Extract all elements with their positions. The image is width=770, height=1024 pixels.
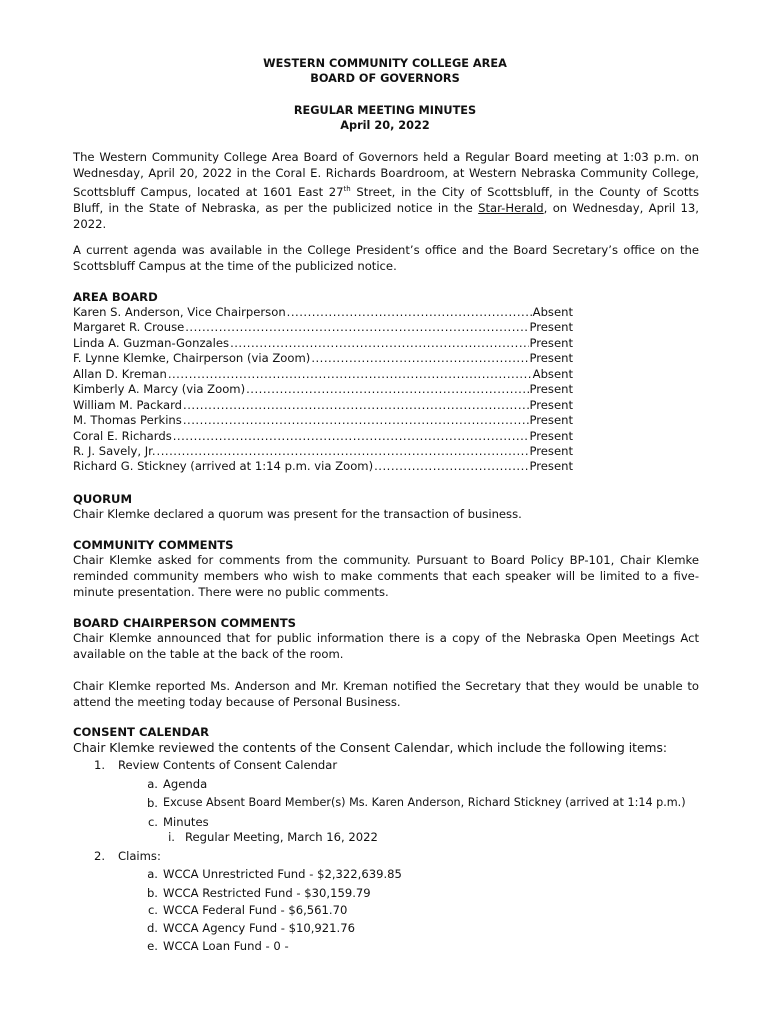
- quorum-text: Chair Klemke declared a quorum was present for the transaction of business.: [73, 507, 522, 521]
- attendance-row: Margaret R. Crouse ..... Present: [73, 320, 573, 334]
- attendance-row: Coral E. Richards ..... Present: [73, 429, 573, 443]
- header-line-2: BOARD OF GOVERNORS: [310, 72, 460, 85]
- attendance-row: Kimberly A. Marcy (via Zoom) ..... Present: [73, 382, 573, 396]
- chair-comments-paragraph-2: Chair Klemke reported Ms. Anderson and Mr. Kreman notified the Secretary that they would be unable to attend the meeting today because of Personal Business.: [73, 679, 699, 709]
- attendance-row: M. Thomas Perkins ..... Present: [73, 413, 573, 427]
- header-line-1: WESTERN COMMUNITY COLLEGE AREA: [263, 57, 507, 70]
- consent-calendar-intro: Chair Klemke reviewed the contents of the Consent Calendar, which include the following items:: [73, 741, 668, 755]
- area-board-heading: AREA BOARD: [73, 290, 158, 304]
- attendance-row: Karen S. Anderson, Vice Chairperson ..... Absent: [73, 305, 573, 319]
- chair-comments-heading: BOARD CHAIRPERSON COMMENTS: [73, 616, 296, 630]
- attendance-row: Richard G. Stickney (arrived at 1:14 p.m. via Zoom) ..... Present: [73, 459, 573, 473]
- header-line-3: REGULAR MEETING MINUTES: [293, 104, 477, 117]
- intro-paragraph-2: A current agenda was available in the College President’s office and the Board Secretary’s office on the Scottsbluff Campus at the time of the publicized notice.: [73, 243, 699, 273]
- document-page: WESTERN COMMUNITY COLLEGE AREA BOARD OF GOVERNORS REGULAR MEETING MINUTES April 20, 2022 The Western Community College Area Board of Governors held a Regular Board meeting at 1:03 p.m. on Wednesday, April 20, 2022 in the Coral E. Richards Boardroom, at Western Nebraska Community College, Scottsbluff Campus, located at 1601 East 27th Street, in the City of Scottsbluff, in the County of Scotts Bluff, in the State of Nebraska, as per the publicized notice in the Star-Herald, on Wednesday, April 13, 2022. A current agenda was available in the College President’s office and the Board Secretary’s office on the Scottsbluff Campus at the time of the publicized notice. AREA BOARD Karen S. Anderson, Vice Chairperson ..... Absent Margaret R. Crouse ..... Present Linda A. Guzman-Gonzales ..... Present F. Lynne Klemke, Chairperson (via Zoom) ..... Present Allan D. Kreman ..... Absent Kimberly A. Marcy (via Zoom) ..... Present William M. Packard ..... Present M. Thomas Perkins ..... Present Coral E. Richards ..... Present R. J. Savely, Jr. ..... Present Richard G. Stickney (arrived at 1:14 p.m. via Zoom) ..... Present QUORUM Chair Klemke declared a quorum was present for the transaction of business. COMMUNITY COMMENTS Chair Klemke asked for comments from the community. Pursuant to Board Policy BP-101, Chair Klemke reminded community members who wish to make comments that each speaker will be limited to a five-minute presentation. There were no public comments. BOARD CHAIRPERSON COMMENTS Chair Klemke announced that for public information there is a copy of the Nebraska Open Meetings Act available on the table at the back of the room. Chair Klemke reported Ms. Anderson and Mr. Kreman notified the Secretary that they would be unable to attend the meeting today because of Personal Business. CONSENT CALENDAR Chair Klemke reviewed the contents of the Consent Calendar, which include the following items: 1. Review Contents of Consent Calendar a. Agenda b. Excuse Absent Board Member(s) Ms. Karen Anderson, Richard Stickney (arrived at 1:14 p.m.) c. Minutes i. Regular Meeting, March 16, 2022 2. Claims: a. WCCA Unrestricted Fund - $2,322,639.85 b. WCCA Restricted Fund - $30,159.79 c. WCCA Federal Fund - $6,561.70 d. WCCA Agency Fund - $10,921.76 e. WCCA Loan Fund - 0 -: [0, 0, 770, 1024]
- intro-paragraph-1: The Western Community College Area Board of Governors held a Regular Board meeting at 1:03 p.m. on Wednesday, April 20, 2022 in the Coral E. Richards Boardroom, at Western Nebraska Community College, Scottsbluff Campus, located at 1601 East 27th Street, in the City of Scottsbluff, in the County of Scotts Bluff, in the State of Nebraska, as per the publicized notice in the Star-Herald, on Wednesday, April 13, 2022.: [73, 150, 699, 231]
- community-comments-heading: COMMUNITY COMMENTS: [73, 538, 234, 552]
- attendance-row: William M. Packard ..... Present: [73, 398, 573, 412]
- header-date: April 20, 2022: [340, 119, 430, 132]
- consent-calendar-heading: CONSENT CALENDAR: [73, 725, 210, 739]
- attendance-row: Allan D. Kreman ..... Absent: [73, 367, 573, 381]
- attendance-row: F. Lynne Klemke, Chairperson (via Zoom) ..... Present: [73, 351, 573, 365]
- chair-comments-paragraph-1: Chair Klemke announced that for public information there is a copy of the Nebraska Open Meetings Act available on the table at the back of the room.: [73, 631, 699, 661]
- quorum-heading: QUORUM: [73, 492, 133, 506]
- newspaper-name: Star-Herald: [478, 200, 544, 215]
- attendance-row: R. J. Savely, Jr. ..... Present: [73, 444, 573, 458]
- attendance-row: Linda A. Guzman-Gonzales ..... Present: [73, 336, 573, 350]
- community-comments-text: Chair Klemke asked for comments from the community. Pursuant to Board Policy BP-101, Chair Klemke reminded community members who wish to make comments that each speaker will be limited to a five-minute presentation. There were no public comments.: [73, 553, 699, 599]
